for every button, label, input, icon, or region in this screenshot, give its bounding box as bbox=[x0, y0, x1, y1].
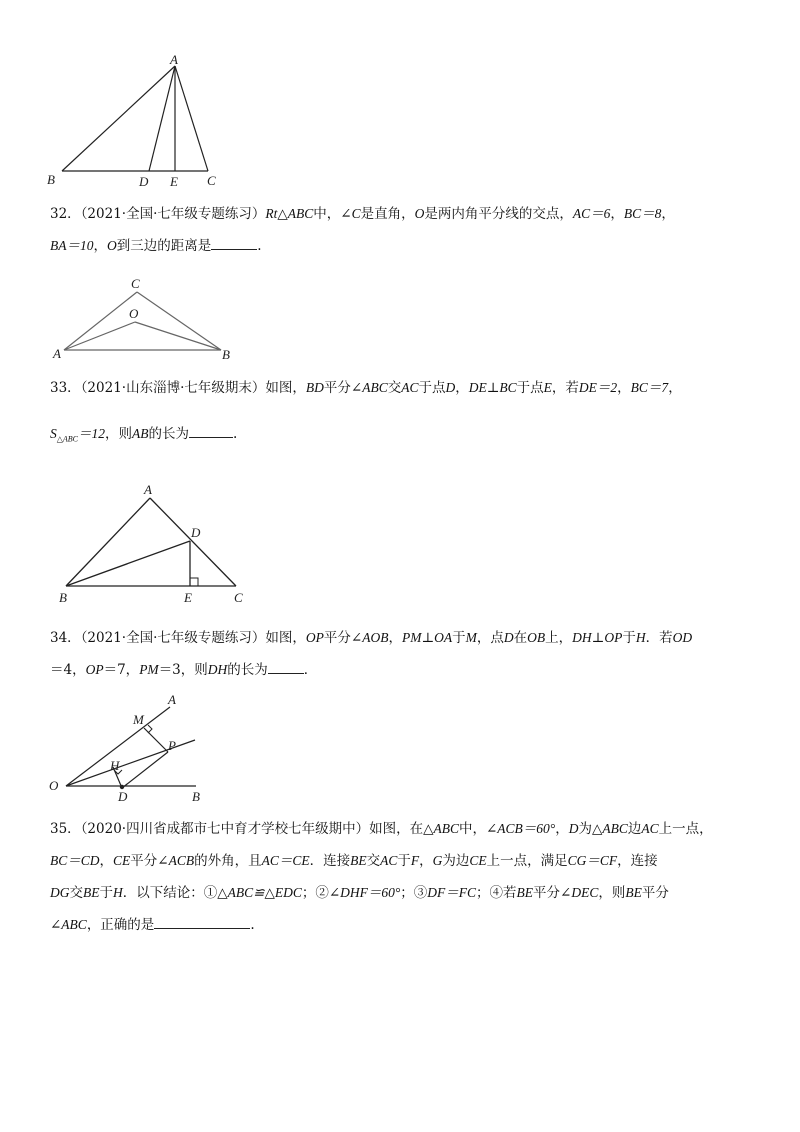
math-term: BE bbox=[350, 853, 367, 868]
text-run: 为边 bbox=[442, 853, 470, 869]
math-term: BC＝7 bbox=[630, 380, 669, 395]
math-term: D bbox=[568, 821, 579, 836]
text-run: ．连接 bbox=[309, 853, 351, 869]
label-c: C bbox=[131, 276, 140, 291]
math-term: DE＝2 bbox=[578, 380, 618, 395]
math-term: OD bbox=[672, 630, 693, 645]
math-term: DH⊥OP bbox=[572, 630, 623, 645]
label-a: A bbox=[168, 692, 176, 707]
math-term: M bbox=[465, 630, 477, 645]
text-run: 交 bbox=[366, 853, 381, 869]
math-term: ∠ACB＝60° bbox=[485, 821, 556, 836]
text-run: 到三边的距离是 bbox=[116, 238, 212, 254]
math-term: H bbox=[635, 630, 646, 645]
math-term: CE bbox=[113, 853, 131, 868]
answer-blank bbox=[189, 423, 233, 438]
math-term: E bbox=[543, 380, 552, 395]
math-term: AB bbox=[132, 426, 149, 441]
label-o: O bbox=[129, 306, 139, 321]
text-run: ， bbox=[388, 630, 402, 646]
text-run: ． bbox=[303, 662, 318, 678]
label-d: D bbox=[139, 174, 149, 189]
math-term: ∠ACB bbox=[157, 853, 195, 868]
text-run: 于 bbox=[452, 630, 466, 646]
math-term: DF＝FC bbox=[427, 885, 477, 900]
text-run: 平分 bbox=[130, 853, 158, 869]
label-p: P bbox=[168, 738, 176, 753]
label-o: O bbox=[49, 778, 59, 793]
label-a: A bbox=[170, 52, 178, 67]
label-b: B bbox=[47, 172, 55, 187]
label-m: M bbox=[133, 712, 144, 727]
label-a: A bbox=[144, 482, 152, 497]
figure-31 bbox=[0, 0, 800, 200]
text-run: ， bbox=[419, 853, 433, 869]
text-run: 的长为 bbox=[227, 662, 268, 678]
segment-pm bbox=[144, 728, 168, 752]
right-angle-mark-m bbox=[148, 725, 152, 733]
math-term: G bbox=[432, 853, 443, 868]
segment-ob bbox=[135, 322, 221, 350]
text-run: 中， bbox=[313, 206, 341, 222]
segment-ab bbox=[66, 498, 150, 586]
answer-blank bbox=[211, 235, 257, 250]
math-term: △ABC bbox=[591, 821, 628, 836]
answer-blank bbox=[154, 914, 250, 929]
question-32 bbox=[50, 198, 760, 262]
question-number: 35． bbox=[50, 821, 81, 837]
question-33 bbox=[50, 372, 760, 455]
math-term: ∠C bbox=[340, 206, 361, 221]
text-run: 的长为 bbox=[148, 426, 190, 442]
text-run: . bbox=[257, 238, 262, 254]
text-run: ， bbox=[93, 238, 107, 254]
math-term: PM bbox=[139, 662, 159, 677]
text-run: ，连接 bbox=[617, 853, 658, 869]
math-term: CE bbox=[469, 853, 487, 868]
question-35 bbox=[50, 813, 760, 941]
text-run: 交 bbox=[69, 885, 83, 901]
math-term: H bbox=[113, 885, 123, 900]
text-run: ，则 bbox=[598, 885, 626, 901]
text-run: ，若 bbox=[551, 380, 579, 396]
text-run: ，则 bbox=[105, 426, 133, 442]
text-run: 于 bbox=[622, 630, 636, 646]
text-run: 于点 bbox=[516, 380, 544, 396]
label-c: C bbox=[207, 173, 216, 188]
math-term: ∠ABC bbox=[50, 917, 87, 932]
figure-32 bbox=[0, 270, 800, 370]
text-run: 于 bbox=[397, 853, 411, 869]
math-term: PM⊥OA bbox=[401, 630, 453, 645]
question-34 bbox=[50, 622, 760, 686]
math-term: AC bbox=[380, 853, 398, 868]
math-term: D bbox=[445, 380, 456, 395]
question-number: 32． bbox=[50, 206, 81, 222]
text-run: ， bbox=[455, 380, 469, 396]
segment-ad bbox=[149, 66, 175, 171]
label-a: A bbox=[53, 346, 61, 361]
text-run: . bbox=[233, 426, 238, 442]
math-term: AC＝CE bbox=[261, 853, 310, 868]
label-b: B bbox=[192, 789, 200, 804]
text-run: 于点 bbox=[418, 380, 446, 396]
segment-ac bbox=[64, 292, 137, 350]
math-term: S bbox=[50, 426, 57, 441]
right-angle-mark bbox=[190, 578, 198, 586]
math-term: BC＝CD bbox=[50, 853, 100, 868]
text-run: 平分 bbox=[323, 380, 351, 396]
math-term: △ABC bbox=[423, 821, 459, 836]
math-term: △ABC bbox=[56, 434, 79, 444]
math-term: O bbox=[107, 238, 117, 253]
math-term: D bbox=[503, 630, 514, 645]
math-term: O bbox=[414, 206, 425, 221]
label-b: B bbox=[59, 590, 67, 605]
math-term: BE bbox=[625, 885, 642, 900]
math-term: Rt△ABC bbox=[265, 206, 314, 221]
text-run: 上一点， bbox=[658, 821, 713, 837]
math-term: OP bbox=[305, 630, 324, 645]
label-h: H bbox=[110, 758, 120, 773]
math-term: CG＝CF bbox=[567, 853, 618, 868]
math-term: DE⊥BC bbox=[468, 380, 517, 395]
math-term: OP bbox=[85, 662, 104, 677]
math-term: DG bbox=[50, 885, 70, 900]
math-term: DH bbox=[207, 662, 228, 677]
math-term: ∠DEC bbox=[560, 885, 599, 900]
text-run: 平分 bbox=[641, 885, 669, 901]
math-term: ＝12 bbox=[78, 426, 106, 441]
text-run: ＝3，则 bbox=[158, 662, 208, 678]
text-run: 中， bbox=[458, 821, 486, 837]
text-run: 交 bbox=[387, 380, 402, 396]
text-run: 的外角，且 bbox=[194, 853, 262, 869]
text-run: ， bbox=[610, 206, 624, 222]
text-run: ＝4， bbox=[50, 662, 86, 678]
text-run: 是直角， bbox=[360, 206, 415, 222]
question-source: （2021·全国·七年级专题练习）如图， bbox=[80, 630, 306, 646]
math-term: BE bbox=[516, 885, 534, 900]
math-term: ∠ABC bbox=[350, 380, 388, 395]
text-run: ， bbox=[99, 853, 114, 869]
label-e: E bbox=[184, 590, 192, 605]
segment-ao bbox=[64, 322, 135, 350]
text-run: ．以下结论：① bbox=[122, 885, 218, 901]
math-term: AC bbox=[401, 380, 419, 395]
segment-ac bbox=[175, 66, 208, 171]
math-term: ∠AOB bbox=[350, 630, 389, 645]
label-b: B bbox=[222, 347, 230, 362]
label-c: C bbox=[234, 590, 243, 605]
text-run: . bbox=[250, 917, 255, 933]
text-run: 平分 bbox=[533, 885, 561, 901]
text-run: 于 bbox=[99, 885, 113, 901]
label-e: E bbox=[170, 174, 178, 189]
figure-33 bbox=[0, 478, 800, 608]
text-run: ， bbox=[668, 380, 682, 396]
text-run: ；② bbox=[301, 885, 329, 901]
math-term: BE bbox=[83, 885, 100, 900]
text-run: 是两内角平分线的交点， bbox=[424, 206, 573, 222]
text-run: 上， bbox=[545, 630, 573, 646]
math-term: BC＝8 bbox=[623, 206, 662, 221]
segment-bd bbox=[66, 541, 190, 586]
math-term: OB bbox=[527, 630, 546, 645]
math-term: F bbox=[410, 853, 420, 868]
label-d: D bbox=[118, 789, 128, 804]
text-run: 平分 bbox=[323, 630, 351, 646]
text-run: 在 bbox=[513, 630, 528, 646]
math-term: BA＝10 bbox=[50, 238, 94, 253]
segment-ac bbox=[150, 498, 236, 586]
math-term: AC＝6 bbox=[572, 206, 611, 221]
segment-ab bbox=[62, 66, 175, 171]
text-run: 边 bbox=[627, 821, 642, 837]
text-run: ；③ bbox=[400, 885, 428, 901]
text-run: ，正确的是 bbox=[86, 917, 155, 933]
text-run: ， bbox=[555, 821, 569, 837]
question-source: （2021·山东淄博·七年级期末）如图， bbox=[80, 380, 306, 396]
text-run: ．若 bbox=[645, 630, 673, 646]
text-run: ， bbox=[617, 380, 631, 396]
math-term: BD bbox=[305, 380, 324, 395]
figure-34 bbox=[0, 690, 800, 805]
text-run: 为 bbox=[578, 821, 592, 837]
segment-cb bbox=[137, 292, 221, 350]
text-run: ，点 bbox=[476, 630, 504, 646]
text-run: 上一点，满足 bbox=[486, 853, 568, 869]
math-term: ∠DHF＝60° bbox=[328, 885, 401, 900]
question-source: （2021·全国·七年级专题练习） bbox=[80, 206, 266, 222]
question-source: （2020·四川省成都市七中育才学校七年级期中）如图，在 bbox=[80, 821, 424, 837]
math-term: AC bbox=[641, 821, 659, 836]
answer-blank bbox=[268, 659, 304, 674]
question-number: 33． bbox=[50, 380, 81, 396]
text-run: ＝7， bbox=[103, 662, 140, 678]
text-run: ， bbox=[661, 206, 675, 222]
question-number: 34． bbox=[50, 630, 81, 646]
label-d: D bbox=[191, 525, 201, 540]
math-term: △ABC≌△EDC bbox=[217, 885, 302, 900]
text-run: ；④若 bbox=[476, 885, 517, 901]
